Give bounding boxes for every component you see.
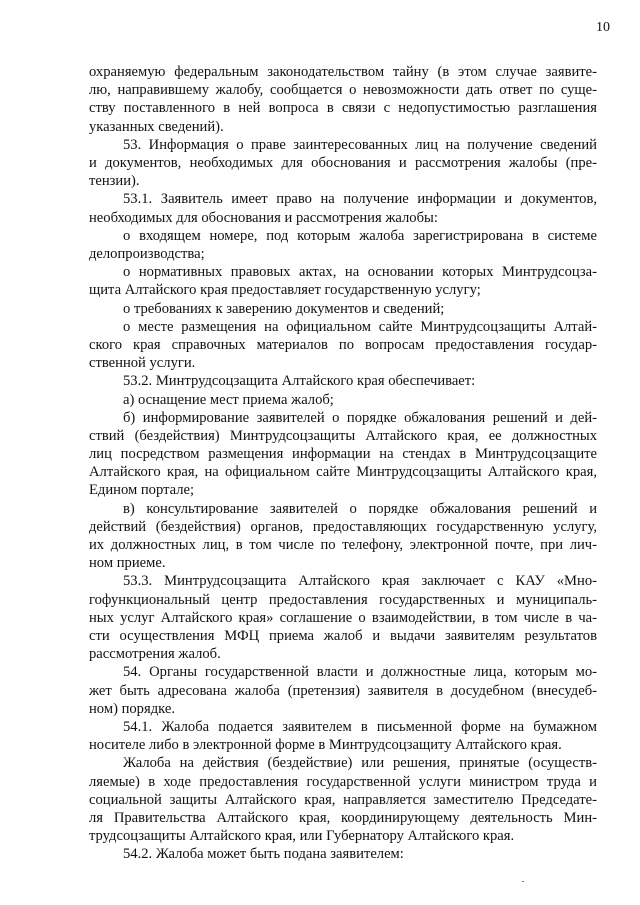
document-body — [89, 63, 597, 864]
text-line: 53.3. Минтрудсоцзащита Алтайского края заключает с КАУ «Мно- — [123, 573, 597, 590]
scan-speck — [522, 881, 524, 882]
text-line: необходимых для обоснования и рассмотрения жалобы: — [89, 209, 438, 226]
text-line: ству поставленного в ней вопроса в связи с недопустимостью разглашения — [89, 100, 597, 117]
text-line: в) консультирование заявителей о порядке обжалования решений и — [123, 500, 597, 517]
text-line: ном) порядке. — [89, 700, 175, 717]
text-line: 53.2. Минтрудсоцзащита Алтайского края обеспечивает: — [123, 373, 476, 390]
text-line: о месте размещения на официальном сайте Минтрудсоцзащиты Алтай- — [123, 318, 597, 335]
text-line: рассмотрения жалоб. — [89, 646, 221, 663]
text-line: 54.1. Жалоба подается заявителем в письменной форме на бумажном — [123, 718, 597, 735]
text-line: ственной услуги. — [89, 355, 196, 372]
text-line: жет быть адресована жалоба (претензия) заявителя в досудебном (внесудеб- — [89, 682, 597, 699]
text-line: и документов, необходимых для обоснования и рассмотрения жалобы (пре- — [89, 154, 597, 171]
text-line: 53. Информация о праве заинтересованных лиц на получение сведений — [123, 136, 597, 153]
text-line: ствий (бездействия) Минтрудсоцзащиты Алтайского края, ее должностных — [89, 427, 597, 444]
text-line: носителе либо в электронной форме в Минтрудсоцзащиту Алтайского края. — [89, 737, 562, 754]
text-line: а) оснащение мест приема жалоб; — [123, 391, 334, 408]
text-line: указанных сведений). — [89, 118, 224, 135]
text-line: о нормативных правовых актах, на основании которых Минтрудсоцза- — [123, 264, 597, 281]
text-line: щита Алтайского края предоставляет государственную услугу; — [89, 282, 481, 299]
text-line: тензии). — [89, 173, 140, 190]
text-line: действий (бездействия) органов, предоставляющих государственную услугу, — [89, 518, 597, 535]
text-line: ского края справочных материалов по вопросам предоставления государ- — [89, 336, 597, 353]
text-line: 54.2. Жалоба может быть подана заявителем: — [123, 846, 404, 863]
text-line: о входящем номере, под которым жалоба зарегистрирована в системе — [123, 227, 597, 244]
text-line: делопроизводства; — [89, 245, 205, 262]
text-line: сти осуществления МФЦ приема жалоб и выдачи заявителям результатов — [89, 627, 597, 644]
text-line: их должностных лиц, в том числе по телефону, электронной почте, при лич- — [89, 537, 597, 554]
text-line: социальной защиты Алтайского края, направляется заместителю Председате- — [89, 791, 597, 808]
text-line: Алтайского края, на официальном сайте Минтрудсоцзащиты Алтайского края, — [89, 464, 597, 481]
text-line: Жалоба на действия (бездействие) или решения, принятые (осуществ- — [123, 755, 597, 772]
text-line: охраняемую федеральным законодательством тайну (в этом случае заявите- — [89, 64, 597, 80]
text-line: трудсоцзащиты Алтайского края, или Губернатору Алтайского края. — [89, 828, 515, 845]
page-number: 10 — [596, 20, 610, 35]
text-line: лиц посредством размещения информации на стендах в Минтрудсоцзащите — [89, 446, 597, 463]
text-line: Едином портале; — [89, 482, 195, 499]
text-line: лю, направившему жалобу, сообщается о невозможности дать ответ по суще- — [89, 82, 597, 99]
text-line: ляемые) в ходе предоставления государственной услуги министром труда и — [89, 773, 597, 790]
text-line: 53.1. Заявитель имеет право на получение информации и документов, — [123, 191, 597, 208]
text-line: ном приеме. — [89, 555, 166, 572]
text-line: 54. Органы государственной власти и должностные лица, которым мо- — [123, 664, 597, 681]
text-line: ных услуг Алтайского края» соглашение о взаимодействии, в том числе в ча- — [89, 609, 597, 626]
text-line: о требованиях к заверению документов и сведений; — [123, 300, 445, 317]
text-line: ля Правительства Алтайского края, координирующему деятельность Мин- — [89, 809, 597, 826]
text-line: б) информирование заявителей о порядке обжалования решений и дей- — [123, 409, 597, 426]
text-line: гофункциональный центр предоставления государственных и муниципаль- — [89, 591, 597, 608]
